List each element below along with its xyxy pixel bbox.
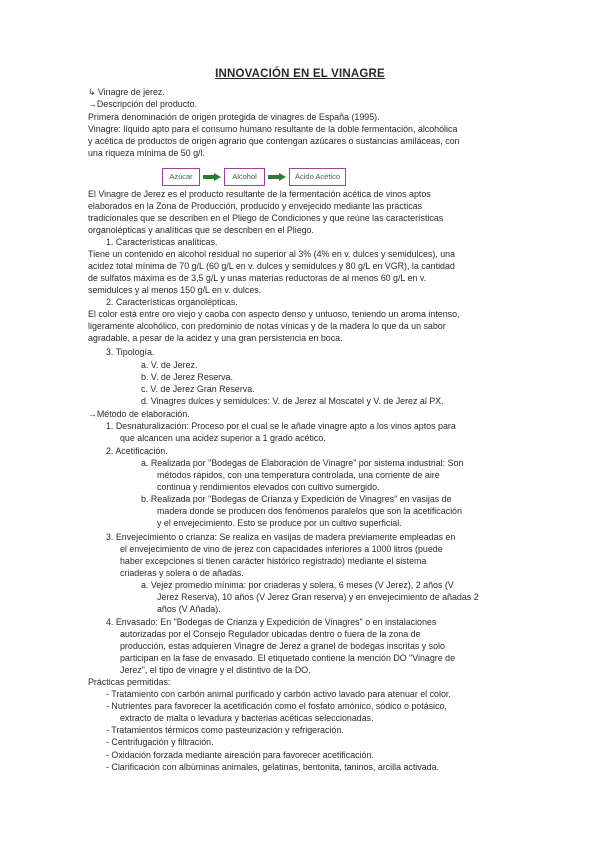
text-line: 4. Envasado: En "Bodegas de Crianza y Expedición de Vinagres" o en instalaciones xyxy=(106,617,437,627)
text-line: ligeramente alcohólico, con predominio de notas vínicas y de la madera lo que da un sabor xyxy=(88,321,446,331)
text-line: semidulces y al menos 150 g/L en v. dulces. xyxy=(88,285,262,295)
text-line: b. V. de Jerez Reserva. xyxy=(141,372,233,382)
text-line: - Tratamientos térmicos como pasteurización y refrigeración. xyxy=(106,725,344,735)
text-line: producción, estas adquieren Vinagre de Jerez a granel de bodegas inscritas y solo xyxy=(120,641,445,651)
text-line: 2. Acetificación. xyxy=(106,446,168,456)
text-line: 3. Tipología. xyxy=(106,347,155,357)
flow-step-alcohol: Alcohol xyxy=(224,168,265,186)
text-line: b. Realizada por "Bodegas de Crianza y Expedición de Vinagres" en vasijas de xyxy=(141,494,452,504)
text-line: elaborados en la Zona de Producción, producido y envejecido mediante las prácticas xyxy=(88,201,423,211)
text-line: haber excepciones si tienen carácter histórico registrado) mediante el sistema xyxy=(120,556,427,566)
text-line: Jerez Reserva), 10 años (V Jerez Gran reserva) y en envejecimiento de añadas 2 xyxy=(157,592,479,602)
text-line: que alcancen una acidez superior a 1 grado acético. xyxy=(120,433,326,443)
text-line: agradable, a pesar de la acidez y una gran persistencia en boca. xyxy=(88,333,343,343)
text-line: ↳ Vinagre de jerez. xyxy=(88,87,165,97)
document-title: INNOVACIÓN EN EL VINAGRE xyxy=(215,68,385,80)
text-line: El Vinagre de Jerez es el producto resultante de la fermentación acética de vinos aptos xyxy=(88,189,431,199)
text-line: criaderas y solera o de añadas. xyxy=(120,568,244,578)
text-line: Prácticas permitidas: xyxy=(88,677,171,687)
right-arrow-icon xyxy=(268,174,286,180)
text-line: y el envejecimiento. Esto se produce por un cultivo superficial. xyxy=(157,518,402,528)
text-line: - Clarificación con albúminas animales, gelatinas, bentonita, taninos, arcilla activada. xyxy=(106,762,439,772)
text-line: d. Vinagres dulces y semidulces: V. de Jerez al Moscatel y V. de Jerez al PX. xyxy=(141,396,444,406)
text-line: años (V Añada). xyxy=(157,604,221,614)
text-line: Primera denominación de origen protegida de vinagres de España (1995). xyxy=(88,112,380,122)
text-line: - Oxidación forzada mediante aireación para favorecer acetificación. xyxy=(106,750,374,760)
text-line: continua y rendimientos elevados con cultivo sumergido. xyxy=(157,482,380,492)
text-line: →Método de elaboración. xyxy=(88,409,190,419)
text-line: Vinagre: líquido apto para el consumo humano resultante de la doble fermentación, alcohólica xyxy=(88,124,458,134)
text-line: Jerez", el tipo de vinagre y el distintivo de la DO. xyxy=(120,665,311,675)
right-arrow-icon xyxy=(203,174,221,180)
text-line: →Descripción del producto. xyxy=(88,99,198,109)
text-line: El color está entre oro viejo y caoba con aspecto denso y untuoso, teniendo un aroma intenso, xyxy=(88,309,460,319)
text-line: métodos rápidos, con una temperatura controlada, una corriente de aire xyxy=(157,470,440,480)
text-line: el envejecimiento de vino de jerez con capacidades inferiores a 1000 litros (puede xyxy=(120,544,443,554)
text-line: participan en la fase de envasado. El etiquetado contiene la mención DO "Vinagre de xyxy=(120,653,456,663)
text-line: una riqueza mínima de 50 g/l. xyxy=(88,148,205,158)
text-line: - Tratamiento con carbón animal purificado y carbón activo lavado para atenuar el color. xyxy=(106,689,451,699)
text-line: c. V. de Jerez Gran Reserva. xyxy=(141,384,255,394)
text-line: de sulfatos máxima es de 3,5 g/L y unas materias reductoras de al menos 60 g/L en v. xyxy=(88,273,427,283)
text-line: 2. Características organolépticas. xyxy=(106,297,238,307)
text-line: Tiene un contenido en alcohol residual no superior al 3% (4% en v. dulces y semidulces), una xyxy=(88,249,456,259)
text-line: 3. Envejecimiento o crianza: Se realiza en vasijas de madera previamente empleadas en xyxy=(106,532,456,542)
text-line: - Centrifugación y filtración. xyxy=(106,737,214,747)
text-line: tradicionales que se describen en el Pliego de Condiciones y que reúne las características xyxy=(88,213,444,223)
text-line: - Nutrientes para favorecer la acetificación como el fosfato amónico, sódico o potásico, xyxy=(106,701,447,711)
text-line: 1. Desnaturalización: Proceso por el cual se le añade vinagre apto a los vinos aptos para xyxy=(106,421,456,431)
text-line: y acética de productos de origen agrario que contengan azúcares o sustancias amiláceas, con xyxy=(88,136,460,146)
text-line: acidez total mínima de 70 g/L (60 g/L en v. dulces y semidulces y 80 g/L en VGR), la cantidad xyxy=(88,261,455,271)
text-line: autorizadas por el Consejo Regulador ubicadas dentro o fuera de la zona de xyxy=(120,629,421,639)
flow-step-acido-acetico: Ácido Acético xyxy=(289,168,346,186)
text-line: organolépticas y analíticas que se describen en el Pliego. xyxy=(88,225,314,235)
text-line: a. V. de Jerez. xyxy=(141,360,198,370)
text-line: extracto de malta o levadura y bacterias acéticas seleccionadas. xyxy=(120,713,374,723)
text-line: a. Realizada por "Bodegas de Elaboración de Vinagre" por sistema industrial: Son xyxy=(141,458,464,468)
flow-step-azucar: Azúcar xyxy=(162,168,200,186)
text-line: 1. Características analíticas. xyxy=(106,237,218,247)
text-line: madera donde se producen dos fenómenos paralelos que son la acetificación xyxy=(157,506,462,516)
text-line: a. Vejez promedio mínima: por criaderas y solera, 6 meses (V Jerez), 2 años (V xyxy=(141,580,454,590)
